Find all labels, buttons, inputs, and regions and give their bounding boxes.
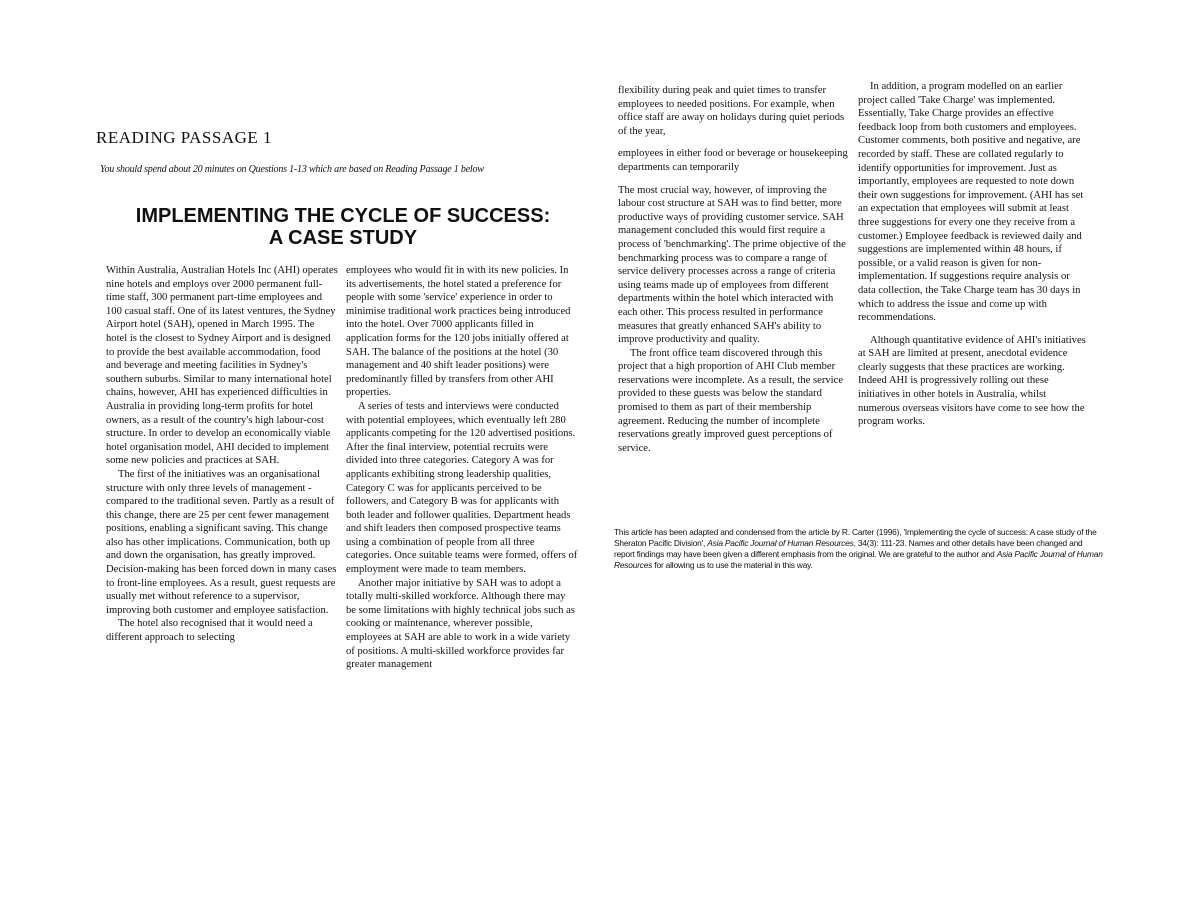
- footnote-text: This article has been adapted and condensed from the article by R. Carter (1996), 'Implementing the cycle of success: A case study of the Sheraton Pacific Division',: [614, 527, 1097, 548]
- paragraph: flexibility during peak and quiet times to transfer employees to needed positions. For example, when office staff are away on holidays during quiet periods of the year,: [618, 85, 845, 137]
- footnote-text: for allowing us to use the material in this way.: [652, 560, 813, 570]
- journal-name: Asia Pacific Journal of Human Resources: [707, 538, 854, 548]
- source-footnote: [614, 527, 1104, 571]
- paragraph: In addition, a program modelled on an earlier project called 'Take Charge' was implemented. Essentially, Take Charge provides an effective feedback loop from both customers and employees. Customer comments, both positive and negative, are recorded by staff. These are collated regularly to identify opportunities for improvement. Just as importantly, employees are requested to note down their own suggestions for improvement. (AHI has set an expectation that employees will submit at least three suggestions for every one they receive from a customer.) Employee feedback is reviewed daily and suggestions are implemented within 48 hours, if possible, or a valid reason is given for non-implementation. If suggestions require analysis or data collection, the Take Charge team has 30 days in which to address the issue and come up with recommendations.: [858, 81, 1084, 324]
- title-line-1: IMPLEMENTING THE CYCLE OF SUCCESS:: [135, 205, 551, 227]
- title-line-2: A CASE STUDY: [268, 227, 418, 249]
- text-column-1: [106, 264, 338, 645]
- paragraph: The first of the initiatives was an organisational structure with only three levels of management - compared to the traditional seven. Partly as a result of this change, there are 25 per cent fewer management positions, enabling a significant saving. This change also has other implications. Communication, both up and down the organisation, has greatly improved. Decision-making has been forced down in many cases to front-line employees. As a result, guest requests are usually met without reference to a supervisor, improving both customer and employee satisfaction.: [106, 468, 337, 616]
- passage-label: READING PASSAGE 1: [96, 128, 273, 147]
- text-column-2: [346, 264, 578, 672]
- text-column-3: [618, 84, 850, 455]
- paragraph: A series of tests and interviews were conducted with potential employees, which eventually left 280 applicants competing for the 120 advertised positions. After the final interview, potential recruits were divided into three categories. Category A was for applicants exhibiting strong leadership qualities, Category C was for applicants perceived to be followers, and Category B was for applicants with both leader and follower qualities. Department heads and shift leaders then composed prospective teams using a combination of people from all three categories. Once suitable teams were formed, offers of employment were made to team members.: [346, 400, 578, 576]
- journal-name: Asia Pacific Journal of Human Resources: [614, 549, 1103, 570]
- article-title: [98, 205, 588, 249]
- paragraph: Another major initiative by SAH was to adopt a totally multi-skilled workforce. Although there may be some limitations with highly technical jobs such as cooking or maintenance, wherever possible, employees at SAH are able to work in a wide variety of positions. A multi-skilled workforce provides far greater management: [346, 577, 575, 671]
- paragraph: The most crucial way, however, of improving the labour cost structure at SAH was to find better, more productive ways of providing customer service. SAH management concluded this would first require a process of 'benchmarking'. The prime objective of the benchmarking process was to compare a range of service delivery processes across a range of criteria using teams made up of employees from different departments within the hotel which interacted with each other. This process resulted in performance measures that greatly enhanced SAH's ability to improve productivity and quality.: [618, 184, 846, 346]
- instructions: You should spend about 20 minutes on Questions 1-13 which are based on Reading Passage 1 below: [100, 164, 484, 175]
- paragraph: Within Australia, Australian Hotels Inc (AHI) operates nine hotels and employs over 2000 permanent full-time staff, 300 permanent part-time employees and 100 casual staff. One of its latest ventures, the Sydney Airport hotel (SAH), opened in March 1995. The hotel is the closest to Sydney Airport and is designed to provide the best available accommodation, food and beverage and meeting facilities in Sydney's southern suburbs. Similar to many international hotel chains, however, AHI has experienced difficulties in Australia in providing long-term profits for hotel owners, as a result of the country's high labour-cost structure. In order to develop an economically viable hotel organisation model, AHI decided to implement some new policies and practices at SAH.: [106, 265, 338, 467]
- footnote-text: , 34(3): 111-23. Names and other details have been changed and report findings may have been given a different emphasis from the original. We are grateful to the author and: [614, 538, 1083, 559]
- paragraph: Although quantitative evidence of AHI's initiatives at SAH are limited at present, anecdotal evidence clearly suggests that these practices are working. Indeed AHI is progressively rolling out these initiatives in other hotels in Australia, whilst numerous overseas visitors have come to see how the program works.: [858, 334, 1086, 428]
- paragraph: The hotel also recognised that it would need a different approach to selecting: [106, 618, 313, 644]
- paragraph: employees who would fit in with its new policies. In its advertisements, the hotel stated a preference for people with some 'service' experience in order to minimise traditional work practices being introduced into the hotel. Over 7000 applicants filled in application forms for the 120 jobs initially offered at SAH. The balance of the positions at the hotel (30 management and 40 shift leader positions) were predominantly filled by transfers from other AHI properties.: [346, 265, 571, 399]
- paragraph: employees in either food or beverage or housekeeping departments can temporarily: [618, 148, 848, 173]
- text-column-4: [858, 80, 1090, 429]
- paragraph: The front office team discovered through this project that a high proportion of AHI Club member reservations were incomplete. As a result, the service provided to these guests was below the standard promised to them as part of their membership agreement. Reducing the number of incomplete reservations greatly improved guest perceptions of service.: [618, 347, 844, 454]
